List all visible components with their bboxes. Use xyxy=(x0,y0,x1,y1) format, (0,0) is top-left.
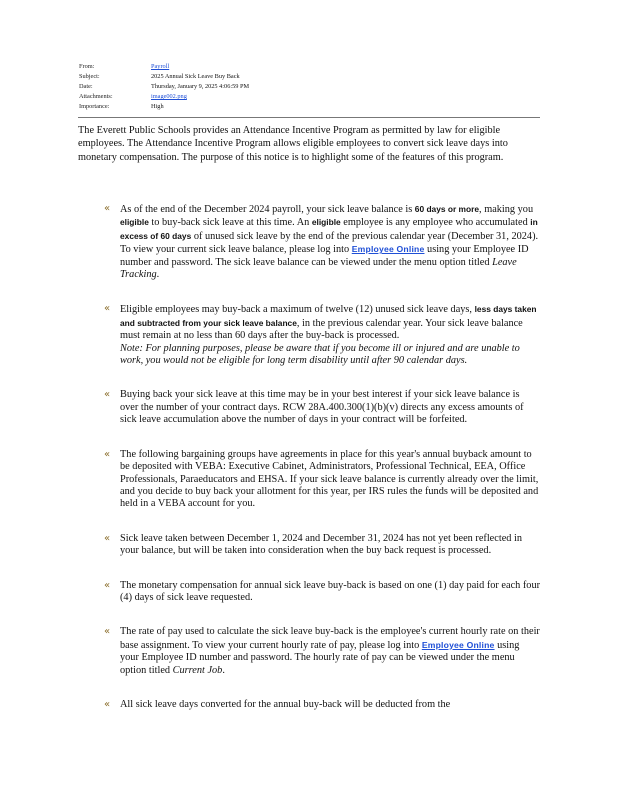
bullet-icon: « xyxy=(104,303,111,315)
item-text: All sick leave days converted for the annual buy-back will be deducted from the xyxy=(120,698,451,710)
header-from-value[interactable]: Payroll xyxy=(151,63,170,70)
header-date-row xyxy=(79,82,499,92)
header-importance-key: Importance: xyxy=(79,103,110,110)
header-date-key: Date: xyxy=(79,83,93,90)
list-item-rate-of-pay xyxy=(104,626,540,677)
header-divider xyxy=(78,117,540,118)
item-text: The monetary compensation for annual sick leave buy-back is based on one (1) day paid for each four (4) days of sick leave requested. xyxy=(120,579,541,603)
employee-online-link[interactable]: Employee Online xyxy=(421,639,495,650)
header-from-row xyxy=(79,62,499,72)
bullet-icon: « xyxy=(104,448,111,460)
list-item-eligibility xyxy=(104,203,540,281)
employee-online-link[interactable]: Employee Online xyxy=(351,244,425,255)
header-importance-value: High xyxy=(151,103,164,110)
bullet-icon: « xyxy=(104,203,111,214)
intro-paragraph: The Everett Public Schools provides an Attendance Incentive Program as permitted by law for eligible employees. The Attendance Incentive Program allows eligible employees to convert sick leave days into monetary compensation. The purpose of this notice is to highlight some of the features of this program. xyxy=(78,125,508,163)
header-subject-key: Subject: xyxy=(79,73,100,80)
item-text: As of the end of the December 2024 payroll, your sick leave balance is 60 days or more, making you eligible to buy-back sick leave at this time. An eligible employee is any employee who accumulated in excess of 60 days of unused sick leave by the end of the previous calendar year (December 31, 2024). To view your current sick leave balance, please log into Employee Online using your Employee ID number and password. The sick leave balance can be viewed under the menu option titled Leave Tracking. xyxy=(120,204,539,281)
list-item-maximum xyxy=(104,303,540,367)
item-text: Buying back your sick leave at this time may be in your best interest if your sick leave balance is over the number of your contract days. RCW 28A.400.300(1)(b)(v) directs any excess amounts of sick leave accumulation above the number of days in your contract will be forfeited. xyxy=(120,389,524,426)
list-item-december-leave xyxy=(104,533,540,558)
header-subject-value: 2025 Annual Sick Leave Buy Back xyxy=(151,73,240,80)
bullet-icon: « xyxy=(104,698,111,710)
header-attachments-key: Attachments: xyxy=(79,93,113,100)
item-text: The rate of pay used to calculate the sick leave buy-back is the employee's current hourly rate on their base assignment. To view your current hourly rate of pay, please log into Employee Online using your Employee ID number and password. The hourly rate of pay can be viewed under the menu option titled Current Job. xyxy=(120,626,540,676)
list-item-veba xyxy=(104,449,540,511)
list-item-deduction xyxy=(104,699,540,711)
bullet-icon: « xyxy=(104,579,111,591)
header-attachments-row xyxy=(79,92,499,102)
header-date-value: Thursday, January 9, 2025 4:06:59 PM xyxy=(151,83,250,90)
bullet-icon: « xyxy=(104,389,111,401)
list-item-forfeit xyxy=(104,389,540,426)
planning-note: Note: For planning purposes, please be aware that if you become ill or injured and are unable to work, you would not be eligible for long term disability until after 90 calendar days. xyxy=(120,342,520,367)
header-importance-row xyxy=(79,102,499,112)
item-text: Eligible employees may buy-back a maximum of twelve (12) unused sick leave days, less days taken and subtracted from your sick leave balance, in the previous calendar year. Your sick leave balance must remain at no less than 60 days after the buy-back is processed. xyxy=(120,304,537,342)
attachment-link[interactable]: image002.png xyxy=(151,93,187,100)
list-item-compensation xyxy=(104,580,540,605)
header-subject-row xyxy=(79,72,499,82)
feature-list xyxy=(104,203,540,711)
email-header xyxy=(79,62,499,112)
header-from-key: From: xyxy=(79,63,95,70)
bullet-icon: « xyxy=(104,532,111,544)
item-text: Sick leave taken between December 1, 2024 and December 31, 2024 has not yet been reflected in your balance, but will be taken into consideration when the buy back request is processed. xyxy=(120,532,522,557)
bullet-icon: « xyxy=(104,626,111,638)
item-text: The following bargaining groups have agreements in place for this year's annual buyback amount to be deposited with VEBA: Executive Cabinet, Administrators, Professional Technical, EEA, Office Professionals, Paraeducators and EHSA. If your sick leave balance is currently already over the limit, and you decide to buy back your allotment for this year, per IRS rules the funds will be deposited and held in a VEBA account for you. xyxy=(120,448,539,510)
